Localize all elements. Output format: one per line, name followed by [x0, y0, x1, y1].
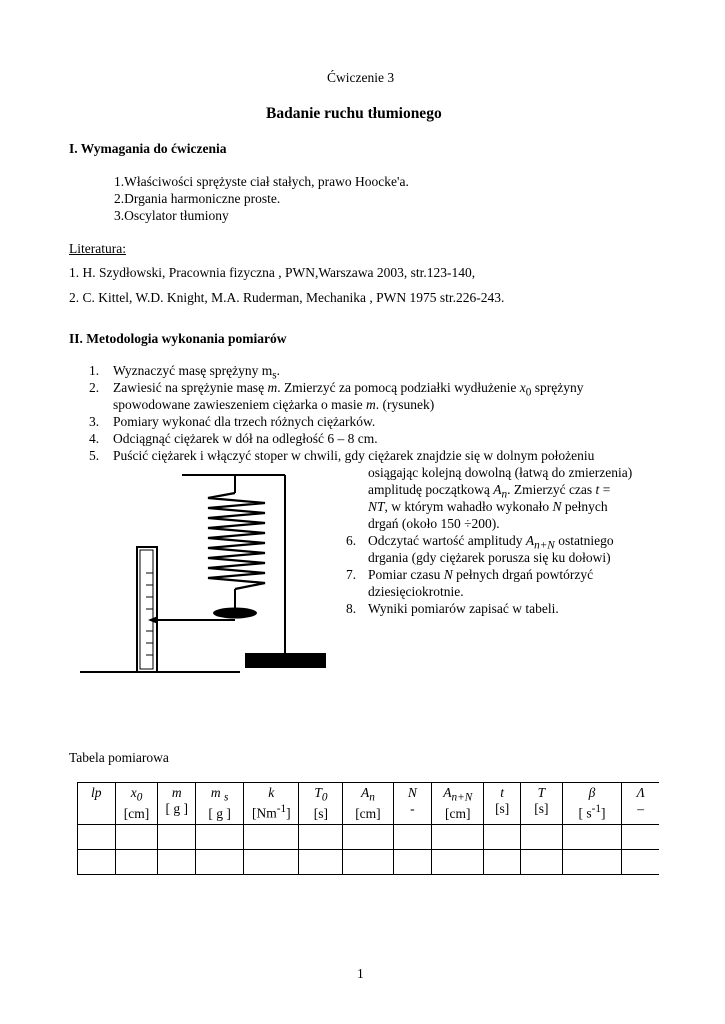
requirement-item: 3.Oscylator tłumiony: [114, 208, 229, 223]
section2-heading: II. Metodologia wykonania pomiarów: [69, 331, 287, 346]
table-cell[interactable]: [299, 849, 343, 874]
page-title: Badanie ruchu tłumionego: [266, 105, 442, 122]
step-text: Pomiary wykonać dla trzech różnych ciężarków.: [113, 414, 376, 429]
requirement-item: 1.Właściwości sprężyste ciał stałych, prawo Hoocke'a.: [114, 174, 409, 189]
table-cell[interactable]: [520, 849, 562, 874]
table-cell[interactable]: [158, 824, 196, 849]
table-cell[interactable]: [622, 849, 659, 874]
table-cell[interactable]: [520, 824, 562, 849]
literature-item: 1. H. Szydłowski, Pracownia fizyczna , PWN,Warszawa 2003, str.123-140,: [69, 265, 476, 280]
table-header-cell: N -: [393, 783, 432, 825]
measurement-table: [77, 782, 659, 875]
step-text: Wyznaczyć masę sprężyny $m_s$.: [113, 363, 281, 382]
table-cell[interactable]: [393, 849, 432, 874]
table-header-cell: lp: [78, 783, 116, 825]
spring-apparatus-figure: [70, 465, 340, 680]
step-text: Wyniki pomiarów zapisać w tabeli.: [368, 601, 559, 616]
step-number: 3.: [89, 414, 100, 429]
step-number: 5.: [89, 448, 100, 463]
step-text: NT, w którym wahadło wykonało N pełnych: [368, 499, 608, 514]
table-cell[interactable]: [562, 849, 622, 874]
weight-disk: [213, 608, 257, 619]
step-text: Zawiesić na sprężynie masę m. Zmierzyć za pomocą podziałki wydłużenie $x_0$ sprężyny: [113, 380, 584, 399]
table-cell[interactable]: [196, 849, 244, 874]
table-cell[interactable]: [432, 849, 484, 874]
table-header-row: [78, 783, 660, 825]
table-header-cell: β [ $s^{-1}$]: [562, 783, 622, 825]
table-cell[interactable]: [115, 824, 158, 849]
table-header-cell: $x_0$ [cm]: [115, 783, 158, 825]
table-header-cell: $A_n$ [cm]: [343, 783, 393, 825]
table-cell[interactable]: [158, 849, 196, 874]
table-header-cell: m [ g ]: [158, 783, 196, 825]
table-cell[interactable]: [78, 824, 116, 849]
table-header-cell: k $[Nm^{-1}]$: [244, 783, 299, 825]
step-number: 2.: [89, 380, 100, 395]
step-text: Odciągnąć ciężarek w dół na odległość 6 – 8 cm.: [113, 431, 378, 446]
step-text: amplitudę początkową $A_n$. Zmierzyć czas t =: [368, 482, 611, 501]
table-header-cell: $A_{n+N}$ [cm]: [432, 783, 484, 825]
table-header-cell: T [s]: [520, 783, 562, 825]
table-cell[interactable]: [196, 824, 244, 849]
table-cell[interactable]: [343, 824, 393, 849]
table-cell[interactable]: [299, 824, 343, 849]
table-header-cell: Λ –: [622, 783, 659, 825]
table-header-cell: t [s]: [484, 783, 521, 825]
table-header-cell: m $_s$ [ g ]: [196, 783, 244, 825]
step-number: 7.: [346, 567, 357, 582]
exercise-number: Ćwiczenie 3: [327, 70, 395, 85]
step-text: drgań (około 150 ÷200).: [368, 516, 500, 531]
requirement-item: 2.Drgania harmoniczne proste.: [114, 191, 281, 206]
table-cell[interactable]: [78, 849, 116, 874]
step-number: 6.: [346, 533, 357, 548]
table-cell[interactable]: [343, 849, 393, 874]
step-number: 1.: [89, 363, 100, 378]
spring-coil: [208, 493, 265, 589]
step-text: spowodowane zawieszeniem ciężarka o masie m. (rysunek): [113, 397, 435, 412]
literature-heading: Literatura:: [69, 241, 126, 256]
stand-base: [245, 653, 326, 668]
step-text: Odczytać wartość amplitudy $A_{n+N}$ ostatniego: [368, 533, 614, 552]
table-cell[interactable]: [115, 849, 158, 874]
table-caption: Tabela pomiarowa: [69, 750, 169, 765]
table-cell[interactable]: [244, 824, 299, 849]
step-number: 4.: [89, 431, 100, 446]
table-cell[interactable]: [562, 824, 622, 849]
section1-heading: I. Wymagania do ćwiczenia: [69, 141, 227, 156]
step-text: osiągając kolejną dowolną (łatwą do zmierzenia): [368, 465, 633, 480]
table-cell[interactable]: [393, 824, 432, 849]
step-text: dziesięciokrotnie.: [368, 584, 464, 599]
table-cell[interactable]: [622, 824, 659, 849]
table-cell[interactable]: [484, 824, 521, 849]
page-number: 1: [357, 966, 364, 981]
table-cell[interactable]: [432, 824, 484, 849]
step-text: drgania (gdy ciężarek porusza się ku dołowi): [368, 550, 611, 565]
table-cell[interactable]: [244, 849, 299, 874]
step-text: Pomiar czasu N pełnych drgań powtórzyć: [368, 567, 594, 582]
table-row: [78, 824, 660, 849]
step-number: 8.: [346, 601, 357, 616]
step-text: Puścić ciężarek i włączyć stoper w chwili, gdy ciężarek znajdzie się w dolnym położeniu: [113, 448, 595, 463]
table-header-cell: $T_0$ [s]: [299, 783, 343, 825]
table-row: [78, 849, 660, 874]
table-cell[interactable]: [484, 849, 521, 874]
literature-item: 2. C. Kittel, W.D. Knight, M.A. Ruderman, Mechanika , PWN 1975 str.226-243.: [69, 290, 505, 305]
